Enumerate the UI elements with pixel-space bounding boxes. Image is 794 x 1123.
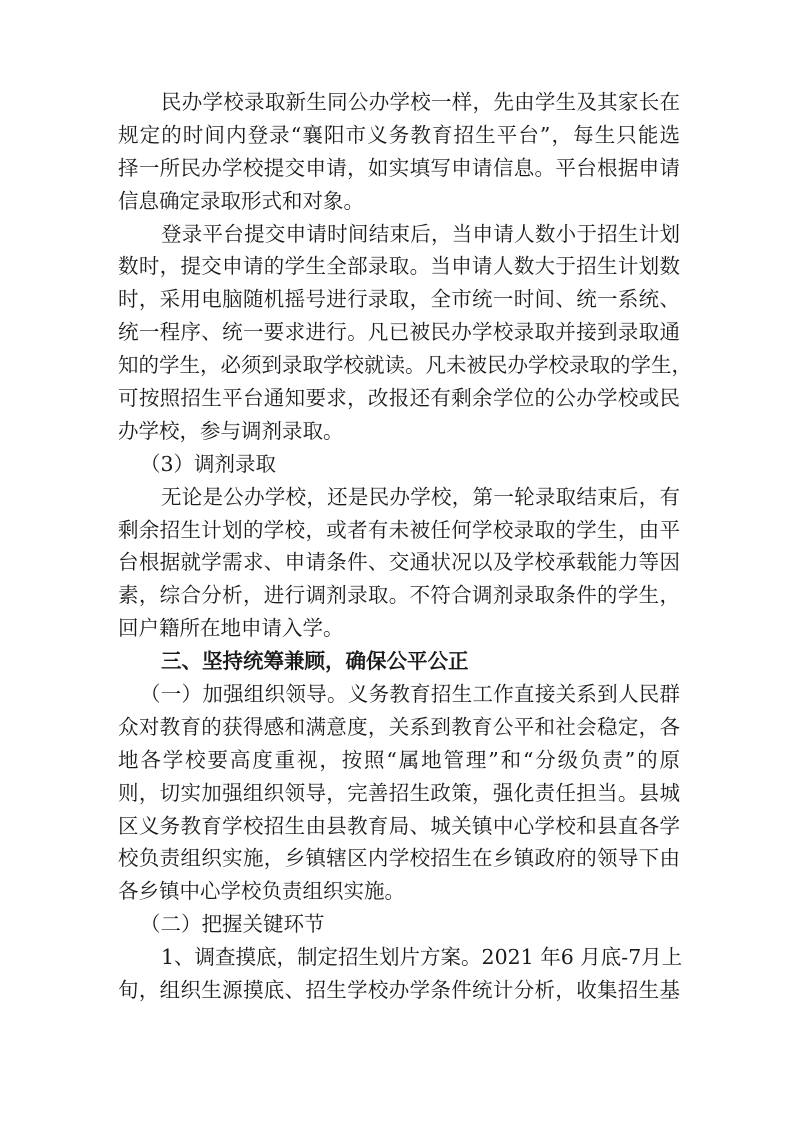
text-line: 三、坚持统筹兼顾，确保公平公正 xyxy=(161,649,469,674)
text-line: 剩余招生计划的学校，或者有未被任何学校录取的学生，由平 xyxy=(118,517,680,542)
text-line: 回户籍所在地申请入学。 xyxy=(118,616,344,641)
paragraph-strengthen-leadership xyxy=(118,678,680,908)
section-heading xyxy=(118,645,680,678)
text-line: 办学校，参与调剂录取。 xyxy=(118,418,344,443)
document-page xyxy=(118,86,692,1007)
text-line: （二）把握关键环节 xyxy=(140,912,325,937)
text-line: 民办学校录取新生同公办学校一样，先由学生及其家长在 xyxy=(161,90,680,114)
paragraph-survey-plan xyxy=(118,941,683,1007)
text-line: 时，采用电脑随机摇号进行录取，全市统一时间、统一系统、 xyxy=(118,287,680,312)
text-line: （3）调剂录取 xyxy=(140,451,277,476)
text-line: 信息确定录取形式和对象。 xyxy=(118,188,364,213)
text-line: 各乡镇中心学校负责组织实施。 xyxy=(118,879,405,904)
text-line: 可按照招生平台通知要求，改报还有剩余学位的公办学校或民 xyxy=(118,386,680,411)
text-line: 则，切实加强组织领导，完善招生政策，强化责任担当。县城 xyxy=(118,780,680,805)
text-line: 统一程序、统一要求进行。凡已被民办学校录取并接到录取通 xyxy=(118,320,680,345)
text-line: 择一所民办学校提交申请，如实填写申请信息。平台根据申请 xyxy=(118,155,680,180)
text-line: 地各学校要高度重视，按照“属地管理”和“分级负责”的原 xyxy=(118,747,680,772)
text-line: （一）加强组织领导。义务教育招生工作直接关系到人民群 xyxy=(140,682,680,707)
paragraph-adjustment-admission xyxy=(118,481,680,645)
paragraph-subheading-key-links xyxy=(118,908,680,941)
text-line: 旬，组织生源摸底、招生学校办学条件统计分析，收集招生基 xyxy=(118,978,680,1003)
text-line: 素，综合分析，进行调剂录取。不符合调剂录取条件的学生， xyxy=(118,583,680,608)
text-line: 数时，提交申请的学生全部录取。当申请人数大于招生计划数 xyxy=(118,254,680,279)
text-line: 台根据就学需求、申请条件、交通状况以及学校承载能力等因 xyxy=(118,550,680,575)
paragraph-lottery-admission xyxy=(118,218,692,448)
text-line: 登录平台提交申请时间结束后，当申请人数小于招生计划 xyxy=(161,221,680,246)
text-line: 众对教育的获得感和满意度，关系到教育公平和社会稳定，各 xyxy=(118,714,680,739)
text-line: 规定的时间内登录“襄阳市义务教育招生平台”，每生只能选 xyxy=(118,122,680,147)
text-line: 1、调查摸底，制定招生划片方案。2021 年6 月底-7月上 xyxy=(161,945,683,970)
text-line: 无论是公办学校，还是民办学校，第一轮录取结束后，有 xyxy=(161,484,680,509)
text-line: 知的学生，必须到录取学校就读。凡未被民办学校录取的学生， xyxy=(118,353,692,378)
text-line: 校负责组织实施，乡镇辖区内学校招生在乡镇政府的领导下由 xyxy=(118,846,680,871)
text-line: 区义务教育学校招生由县教育局、城关镇中心学校和县直各学 xyxy=(118,813,680,838)
paragraph-private-school-admission xyxy=(118,86,680,218)
paragraph-subheading-adjustment xyxy=(118,448,680,481)
